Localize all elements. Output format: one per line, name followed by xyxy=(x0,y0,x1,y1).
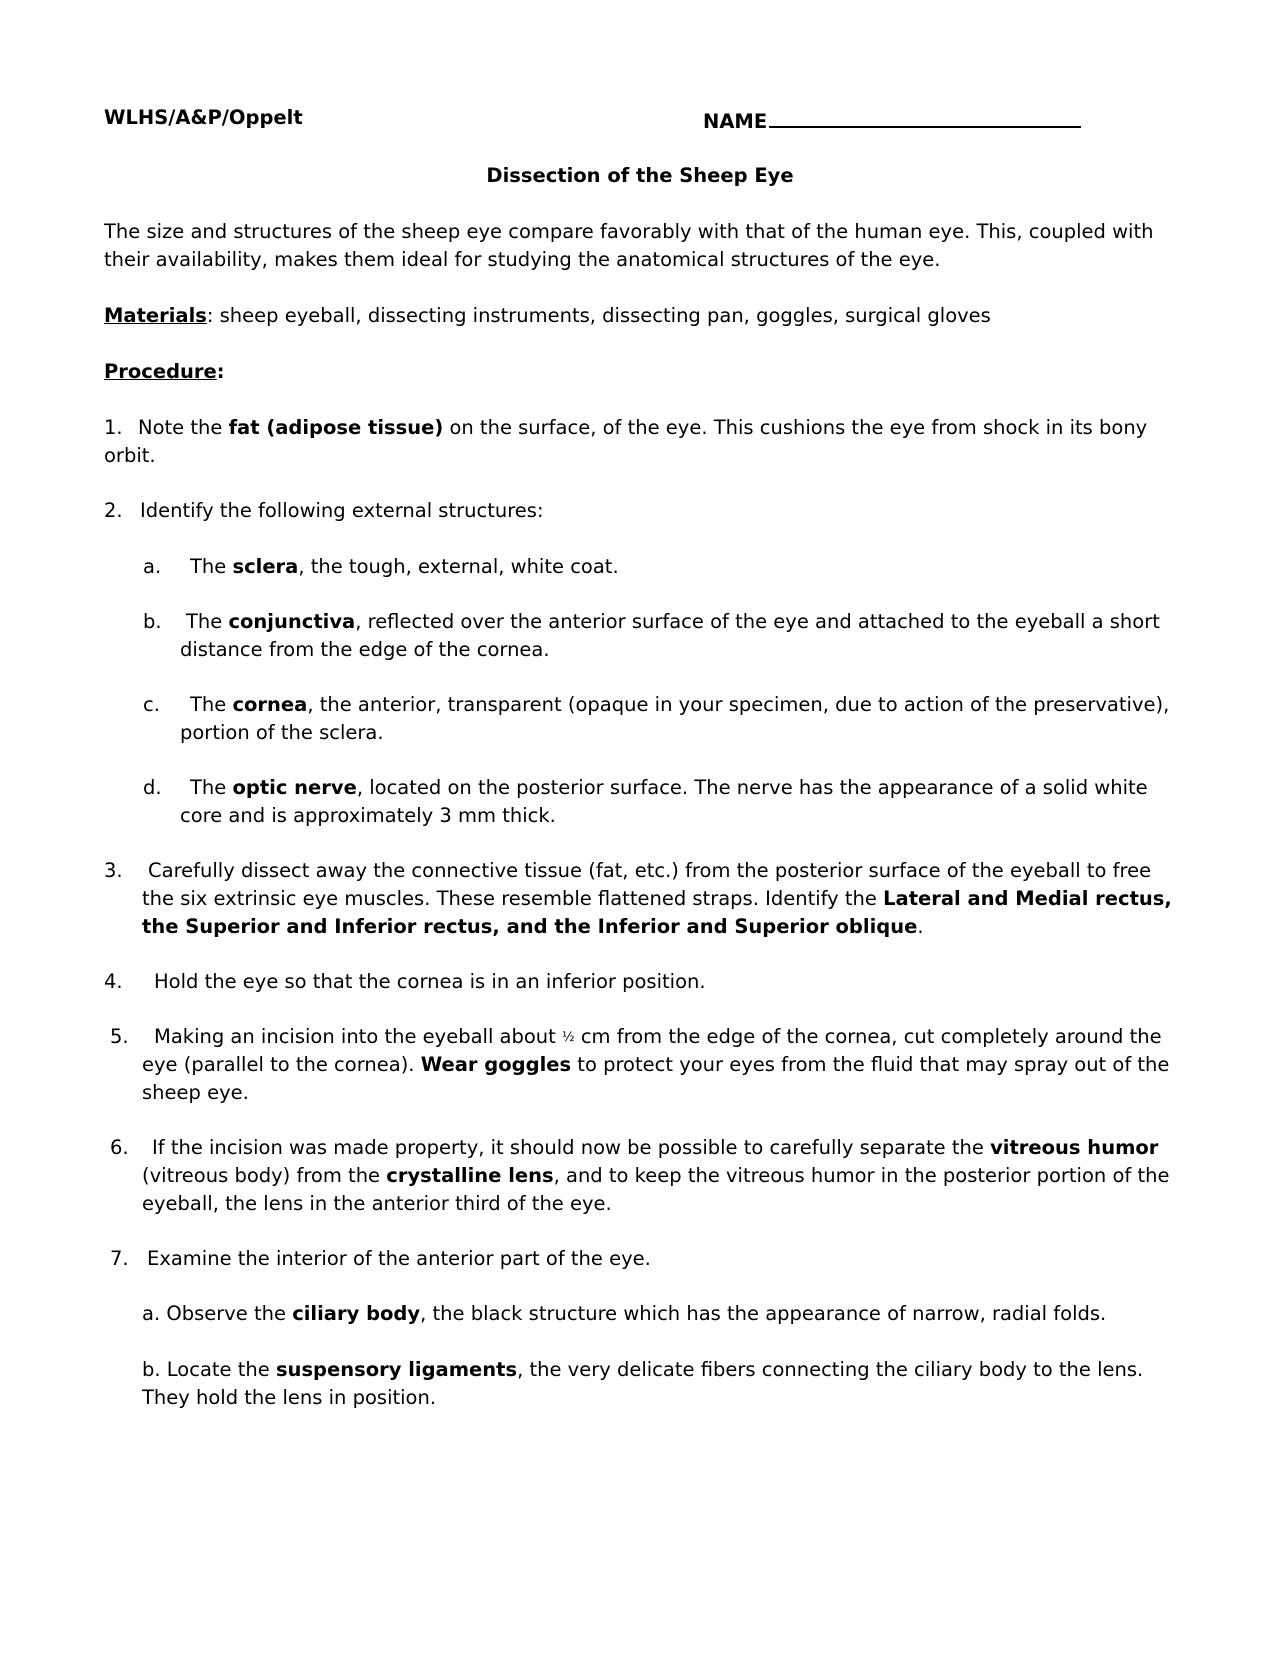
term-fat: fat (adipose tissue) xyxy=(228,416,444,439)
step-3-line-3: the Superior and Inferior rectus, and the Inferior and Superior oblique. xyxy=(142,915,924,938)
step-7-number: 7. xyxy=(110,1247,129,1270)
fraction-half: ½ xyxy=(562,1030,575,1045)
term-rectus-lateral-medial: Lateral and Medial rectus, xyxy=(883,887,1172,910)
step-5-line-3: sheep eye. xyxy=(142,1081,249,1104)
step-4-number: 4. xyxy=(104,970,123,993)
step-3-line-1: Carefully dissect away the connective tissue (fat, etc.) from the posterior surface of the eyeball to free xyxy=(148,859,1152,882)
step-2b-line-1: The conjunctiva, reflected over the anterior surface of the eye and attached to the eyeball a short xyxy=(186,610,1160,633)
name-blank-line[interactable] xyxy=(769,104,1081,128)
step-6-line-2: (vitreous body) from the crystalline lens, and to keep the vitreous humor in the posterior portion of the xyxy=(142,1164,1170,1187)
intro-line-1: The size and structures of the sheep eye compare favorably with that of the human eye. This, coupled with xyxy=(104,220,1154,243)
step-2d-line-2: core and is approximately 3 mm thick. xyxy=(180,804,556,827)
term-rectus-oblique: the Superior and Inferior rectus, and the Inferior and Superior oblique xyxy=(142,915,918,938)
step-1-number: 1. xyxy=(104,416,123,439)
term-crystalline-lens: crystalline lens xyxy=(386,1164,554,1187)
term-optic-nerve: optic nerve xyxy=(232,776,357,799)
step-6-line-1: If the incision was made property, it should now be possible to carefully separate the vitreous humor xyxy=(152,1136,1159,1159)
course-header: WLHS/A&P/Oppelt xyxy=(104,106,303,129)
step-6-line-3: eyeball, the lens in the anterior third of the eye. xyxy=(142,1192,612,1215)
step-2c-line-2: portion of the sclera. xyxy=(180,721,384,744)
step-7a-line-1: a. Observe the ciliary body, the black structure which has the appearance of narrow, radial folds. xyxy=(142,1302,1107,1325)
term-suspensory-ligaments: suspensory ligaments xyxy=(275,1358,518,1381)
step-2a-line-1: The sclera, the tough, external, white coat. xyxy=(190,555,619,578)
name-label: NAME xyxy=(703,110,768,133)
step-3-number: 3. xyxy=(104,859,123,882)
step-7b-line-1: b. Locate the suspensory ligaments, the very delicate fibers connecting the ciliary body to the lens. xyxy=(142,1358,1144,1381)
step-7b-line-2: They hold the lens in position. xyxy=(142,1386,437,1409)
step-7-text: Examine the interior of the anterior part of the eye. xyxy=(147,1247,651,1270)
step-3-line-2: the six extrinsic eye muscles. These resemble flattened straps. Identify the Lateral and Medial rectus, xyxy=(142,887,1172,910)
step-2b-line-2: distance from the edge of the cornea. xyxy=(180,638,550,661)
step-2d-line-1: The optic nerve, located on the posterior surface. The nerve has the appearance of a solid white xyxy=(190,776,1148,799)
term-wear-goggles: Wear goggles xyxy=(420,1053,572,1076)
procedure-label: Procedure xyxy=(104,360,217,383)
term-ciliary-body: ciliary body xyxy=(292,1302,421,1325)
step-2b-label: b. xyxy=(143,610,162,633)
materials-text: : sheep eyeball, dissecting instruments, dissecting pan, goggles, surgical gloves xyxy=(206,304,991,327)
step-5-number: 5. xyxy=(110,1025,129,1048)
step-1-line-2: orbit. xyxy=(104,444,156,467)
step-5-line-2: eye (parallel to the cornea). Wear goggles to protect your eyes from the fluid that may spray out of the xyxy=(142,1053,1170,1076)
step-6-number: 6. xyxy=(110,1136,129,1159)
materials-line xyxy=(104,302,991,330)
materials-label: Materials xyxy=(104,304,207,327)
term-vitreous-humor: vitreous humor xyxy=(990,1136,1159,1159)
intro-line-2: their availability, makes them ideal for studying the anatomical structures of the eye. xyxy=(104,248,941,271)
term-cornea: cornea xyxy=(232,693,308,716)
step-1-line-1: Note the fat (adipose tissue) on the surface, of the eye. This cushions the eye from shock in its bony xyxy=(138,416,1148,439)
term-conjunctiva: conjunctiva xyxy=(228,610,356,633)
term-sclera: sclera xyxy=(232,555,299,578)
step-2d-label: d. xyxy=(143,776,162,799)
step-5-line-1: Making an incision into the eyeball about ½ cm from the edge of the cornea, cut completely around the xyxy=(154,1025,1162,1048)
step-2-number: 2. xyxy=(104,499,123,522)
step-2c-label: c. xyxy=(143,693,160,716)
step-4-text: Hold the eye so that the cornea is in an inferior position. xyxy=(154,970,706,993)
step-2-text: Identify the following external structures: xyxy=(140,499,544,522)
step-2c-line-1: The cornea, the anterior, transparent (opaque in your specimen, due to action of the preservative), xyxy=(190,693,1170,716)
step-2a-label: a. xyxy=(143,555,162,578)
page-title: Dissection of the Sheep Eye xyxy=(486,164,794,187)
name-field[interactable] xyxy=(703,104,1081,136)
procedure-heading: Procedure: xyxy=(104,360,225,383)
